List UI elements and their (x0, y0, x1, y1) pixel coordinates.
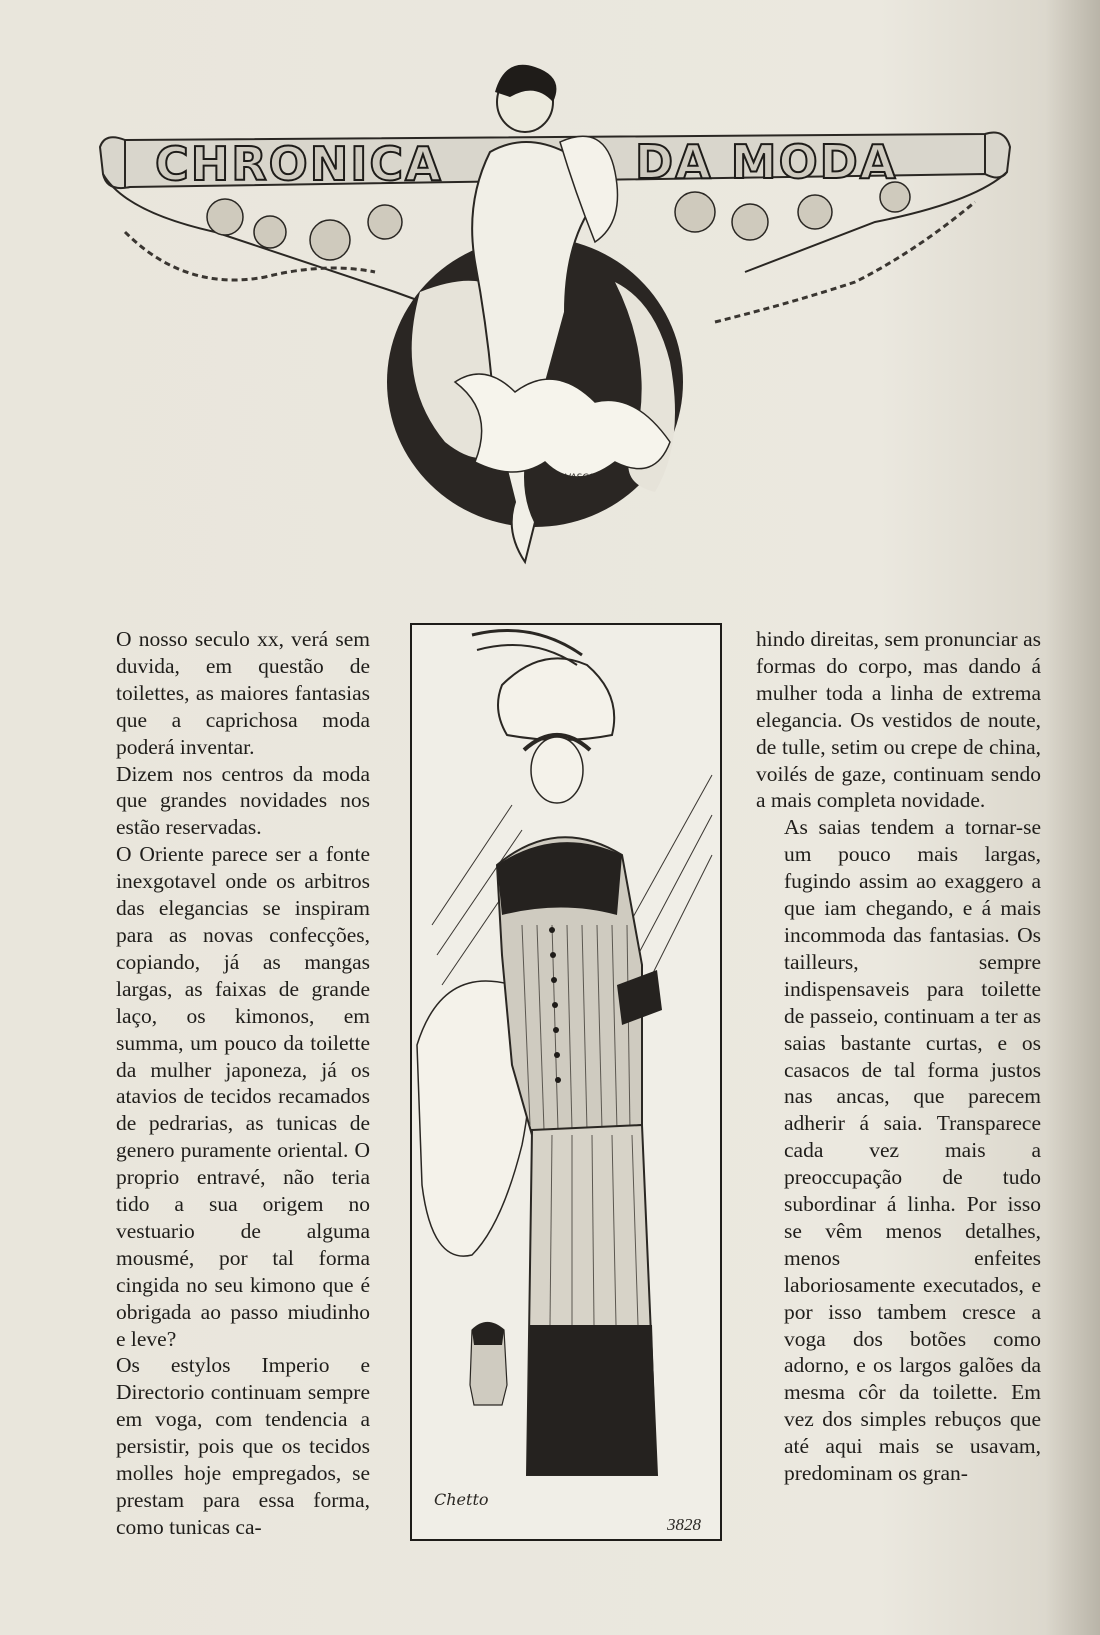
chronica-da-moda-banner (95, 62, 1020, 587)
paragraph: Dizem nos centros da moda que grandes novidades nos estão reservadas. (116, 761, 370, 840)
paragraph: Os estylos Imperio e Directorio continuam sempre em voga, com tendencia a persistir, pois que os tecidos molles hoje empregados, se prestam para essa forma, como tunicas ca- (116, 1353, 370, 1539)
column-left (88, 626, 370, 1541)
artist-signature: VASCO (565, 473, 596, 483)
paragraph: O nosso seculo xx, verá sem duvida, em questão de toilettes, as maiores fantasias que a caprichosa moda poderá inventar. (116, 627, 370, 759)
title-right: DA MODA (635, 135, 898, 189)
title-left: CHRONICA (155, 137, 443, 191)
paragraph: hindo direitas, sem pronunciar as formas do corpo, mas dando á mulher toda a linha de extrema elegancia. Os vestidos de noute, de tulle, setim ou crepe de china, voilés de gaze, continuam sendo a mais completa novidade. (756, 627, 1041, 813)
paragraph: O Oriente parece ser a fonte inexgotavel onde os arbitros das elegancias se inspiram para as novas confecções, copiando, já as mangas largas, as faixas de grande laço, os kimonos, em summa, um pouco da toilette da mulher japoneza, já os atavios de tecidos recamados de pedrarias, as tunicas de genero puramente oriental. O proprio entravé, não teria tido a sua origem no vestuario de alguma mousmé, por tal forma cingida no seu kimono que é obrigada ao passo miudinho e leve? (116, 842, 370, 1351)
figure-number: 3828 (667, 1515, 701, 1534)
column-right (756, 626, 1041, 1487)
illustrator-signature: Chetto (434, 1490, 489, 1509)
fashion-plate (412, 625, 720, 1539)
fashion-illustration (410, 623, 722, 1541)
header-illustration (95, 62, 1020, 587)
paragraph: As saias tendem a tornar-se um pouco mais largas, fugindo assim ao exaggero a que iam chegando, e á mais incommoda das fantasias. Os tailleurs, sempre indispensaveis para toilette de passeio, continuam a ter as saias bastante curtas, e os casacos de tal forma justos nas ancas, que parecem adherir á saia. Transparece cada vez mais a preoccupação de tudo subordinar á linha. Por isso se vêm menos detalhes, menos enfeites laboriosamente executados, e por isso tambem cresce a voga dos botões como adorno, e os largos galões da mesma côr da toilette. Em vez dos simples rebuços que até aqui mais se usavam, predominam os gran- (784, 815, 1041, 1486)
